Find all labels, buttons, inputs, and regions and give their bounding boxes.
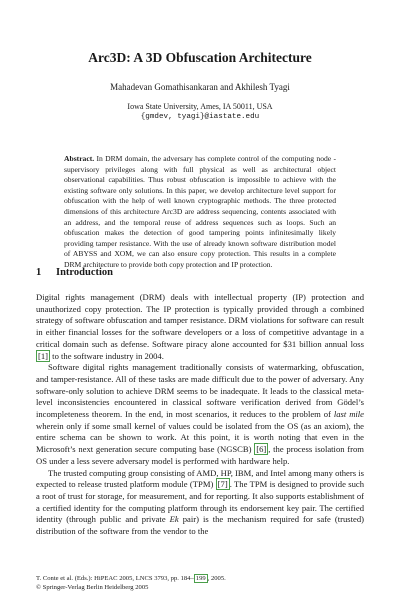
footer-copyright: © Springer-Verlag Berlin Heidelberg 2005 xyxy=(36,584,149,591)
paragraph-1 xyxy=(36,292,364,362)
footer-text-b: , 2005. xyxy=(207,575,226,582)
citation-link-6[interactable]: [6] xyxy=(256,444,267,455)
p1-text-b: to the software industry in 2004. xyxy=(50,350,164,361)
citation-link-7[interactable]: [7] xyxy=(217,479,228,490)
paper-authors: Mahadevan Gomathisankaran and Akhilesh Tyagi xyxy=(110,82,290,92)
p3-text-a: The trusted computing group consisting of AMD, HP, IBM, and Intel among many others is expected to release trusted platform module (TPM) xyxy=(36,467,364,490)
footer-citation xyxy=(36,574,226,583)
abstract-label: Abstract. xyxy=(64,154,95,163)
abstract-text: In DRM domain, the adversary has complete control of the computing node - supervisory privileges along with full physical as well as architectural object observational capabilities. Thus robust obfuscation is impossible to achieve with the existing software only solutions. In this paper, we develop architecture level support for obfuscation with the help of well known cryptographic methods. The three protected dimensions of this architecture Arc3D are address sequencing, contents associated with an address, and the temporal reuse of address sequences such as loops. Such an obfuscation makes the detection of good tampering points infinitesimally likely providing tamper resistance. With the use of already known software distribution model of ABYSS and XOM, we can also ensure copy protection. This results in a complete DRM architecture to provide both copy protection and IP protection. xyxy=(64,154,336,269)
p3-text-c: pair) is the mechanism required for safe (trusted) distribution of the software from the vendor to the xyxy=(36,514,364,537)
paragraph-3 xyxy=(36,468,364,538)
abstract xyxy=(64,154,336,271)
footer-page-link[interactable]: 199 xyxy=(195,575,206,582)
citation-link-1[interactable]: [1] xyxy=(38,350,49,361)
paper-title: Arc3D: A 3D Obfuscation Architecture xyxy=(88,50,312,65)
affiliation-block xyxy=(0,101,400,123)
p2-text-c: , the process isolation from OS under a less severe adversary model is performed with hardware help. xyxy=(36,444,364,466)
section-heading xyxy=(36,267,113,278)
paragraph-2 xyxy=(36,362,364,467)
p2-text-b: wherein only if some small kernel of values could be isolated from the OS (as an axiom), the entire schema can be shown to work. At this point, it is worth noting that even in the Microsoft’s next generation secure computing base (NGSCB) xyxy=(36,420,364,455)
page-footer xyxy=(36,574,226,592)
author-email: {gmdev, tyagi}@iastate.edu xyxy=(140,113,260,121)
p3-text-b: . The TPM is designed to provide such a root of trust for storage, for measurement, and for reporting. It also supports establishment of a certified identity for the computing platform through its endorsement key pair. The certified identity (through public and private xyxy=(36,479,364,525)
section-title: Introduction xyxy=(56,267,113,278)
footer-text-a: T. Conte et al. (Eds.): HiPEAC 2005, LNCS 3793, pp. 184– xyxy=(36,575,194,582)
p1-text-a: Digital rights management (DRM) deals with intellectual property (IP) protection and unauthorized copy protection. The IP protection is typically provided through a combined strategy of software obfuscation and tamper resistance. DRM violations for software can result in either financial losses for the software developers or a loss of competitive advantage in a critical domain such as defense. Software piracy alone accounted for $31 billion annual loss xyxy=(36,292,364,349)
p3-ek-symbol: Ek xyxy=(169,514,179,525)
affiliation: Iowa State University, Ames, IA 50011, USA xyxy=(127,102,273,111)
body-text xyxy=(36,292,364,538)
section-number: 1 xyxy=(36,267,42,278)
p2-emphasis: last mile xyxy=(333,409,364,420)
p2-text-a: Software digital rights management traditionally consists of watermarking, obfuscation, and tamper-resistance. All of these tasks are made difficult due to the power of adversary. Any software-only solution to achieve DRM seems to be inadequate. It leads to the classical meta-level inconsistencies encountered in classical software verification derived from Gödel’s incompleteness theorem. In the end, in most scenarios, it reduces to the problem of xyxy=(36,362,364,420)
